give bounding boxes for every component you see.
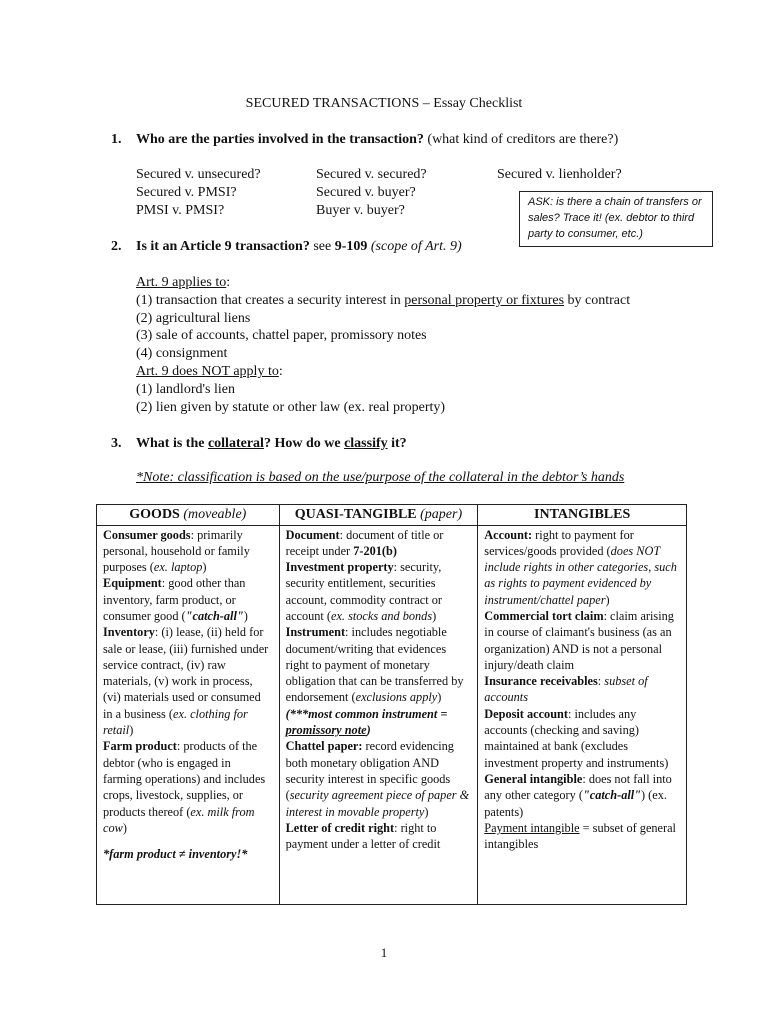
punct: ): [605, 592, 610, 607]
not-applies-heading: Art. 9 does NOT apply to:: [136, 363, 283, 379]
question-2-bold: Is it an Article 9 transaction?: [136, 239, 310, 254]
party-pair: Secured v. lienholder?: [497, 167, 622, 182]
applies-item-text: (1) transaction that creates a security interest in: [136, 292, 405, 308]
definition: : document of title or receipt under: [285, 527, 444, 558]
header-quasi-tangible: [279, 505, 478, 526]
example: ex. laptop: [153, 560, 203, 575]
term: Chattel paper:: [285, 739, 363, 754]
term: Commercial tort claim: [484, 608, 604, 623]
classification-note: *Note: classification is based on the use/purpose of the collateral in the debtor’s hands: [136, 470, 625, 485]
header-intangibles-text: INTANGIBLES: [534, 507, 631, 522]
question-3: [136, 435, 407, 453]
question-1-rest: (what kind of creditors are there?): [423, 132, 619, 147]
article-9-scope: [136, 274, 696, 416]
question-2: [136, 238, 462, 256]
table-row: [97, 525, 687, 904]
header-quasi-text: QUASI-TANGIBLE: [294, 507, 417, 522]
example: ex. stocks and bonds: [331, 608, 433, 623]
example: "catch-all": [582, 788, 642, 803]
term: Insurance receivables: [484, 674, 598, 689]
party-pair: Secured v. unsecured?: [136, 167, 261, 182]
example: subset of accounts: [484, 674, 648, 705]
punct: ) (ex. patents): [484, 788, 667, 819]
definition: : (i) lease, (ii) held for sale or lease, (iii) furnished under service contract, (iv) raw materials, (v) work in process, (vi) materials used or consumed in a business (: [103, 625, 269, 721]
punct: ): [432, 608, 437, 623]
q3-part: ? How do we: [263, 436, 345, 451]
promissory-note: promissory note: [285, 723, 367, 738]
term: Investment property: [285, 560, 394, 575]
term: Inventory: [103, 625, 155, 640]
punct: ): [366, 723, 371, 738]
goods-cell: [97, 525, 280, 904]
page-number: 1: [380, 945, 388, 960]
party-pair: Secured v. secured?: [316, 167, 427, 182]
definition: : good other than inventory, farm product, or consumer good (: [103, 576, 246, 623]
reference: 7-201(b): [353, 543, 397, 558]
term: General intangible: [484, 771, 583, 786]
applies-heading-text: Art. 9 applies to: [136, 275, 227, 290]
definition: : does not fall into any other category (: [484, 771, 672, 803]
applies-item: (3) sale of accounts, chattel paper, promissory notes: [136, 328, 427, 344]
applies-heading: Art. 9 applies to:: [136, 275, 231, 290]
page-title: SECURED TRANSACTIONS – Essay Checklist: [245, 96, 523, 111]
term: Letter of credit right: [285, 820, 395, 835]
header-goods-sub: (moveable): [183, 507, 247, 522]
definition: : right to payment under a letter of credit: [285, 820, 441, 852]
definition: : security, security entitlement, securities account, commodity contract or account (: [285, 560, 442, 623]
punct: ): [437, 690, 442, 705]
header-quasi-sub: (paper): [420, 507, 463, 522]
term: Equipment: [103, 576, 162, 591]
party-pair: Buyer v. buyer?: [316, 203, 405, 218]
q3-classify: classify: [344, 436, 388, 451]
not-applies-item: (1) landlord's lien: [136, 381, 235, 397]
question-2-scope: (scope of Art. 9): [367, 239, 462, 254]
applies-item: (4) consignment: [136, 346, 228, 362]
punct: ): [202, 560, 207, 575]
term: Deposit account: [484, 706, 568, 721]
applies-item: (2) agricultural liens: [136, 310, 251, 326]
example: exclusions apply: [355, 690, 438, 705]
question-2-see: see: [309, 239, 335, 254]
table-header-row: [97, 505, 687, 526]
q3-part: What is the: [136, 436, 208, 451]
example: ex. milk from cow: [103, 804, 255, 835]
example: "catch-all": [185, 608, 244, 623]
punct: ): [122, 820, 127, 835]
definition: : products of the debtor (who is engaged in farming operations) and includes crops, livestock, supplies, or products thereof (: [103, 739, 266, 819]
question-1-bold: Who are the parties involved in the transaction?: [136, 132, 424, 147]
applies-item: [136, 292, 696, 310]
example: does NOT include rights in other categories, such as rights to payment evidenced by instrument/chattel paper: [484, 543, 677, 607]
term: Farm product: [103, 739, 177, 754]
definition: :: [597, 674, 605, 689]
header-goods-text: GOODS: [129, 507, 180, 522]
applies-item-post: by contract: [564, 292, 631, 308]
farm-product-note: *farm product ≠ inventory!*: [103, 847, 248, 862]
term: Account:: [484, 527, 533, 542]
punct: ): [243, 608, 248, 623]
question-3-number: 3.: [111, 436, 122, 451]
example: security agreement piece of paper & interest in movable property: [285, 788, 470, 819]
question-2-ref: 9-109: [334, 239, 368, 254]
collateral-table: [96, 504, 687, 905]
question-1: [136, 131, 618, 149]
definition: right to payment for services/goods provided (: [484, 527, 634, 558]
header-intangibles: [478, 505, 687, 526]
question-2-number: 2.: [111, 239, 122, 254]
emphasis: (***most common instrument =: [285, 706, 448, 721]
q3-collateral: collateral: [207, 436, 264, 451]
definition: : primarily personal, household or family purposes (: [103, 527, 250, 575]
definition: record evidencing both monetary obligation AND security interest in specific goods (: [285, 739, 454, 803]
header-goods: [97, 505, 280, 526]
not-applies-item: (2) lien given by statute or other law (ex. real property): [136, 399, 446, 415]
quasi-tangible-cell: [279, 525, 478, 904]
punct: ): [424, 804, 429, 819]
term: Consumer goods: [103, 527, 191, 542]
term: Document: [285, 527, 340, 542]
applies-item-underline: personal property or fixtures: [404, 292, 565, 308]
question-1-number: 1.: [111, 132, 122, 147]
punct: ): [129, 723, 134, 738]
not-applies-heading-text: Art. 9 does NOT apply to: [136, 363, 279, 379]
definition: : includes negotiable document/writing that evidences right to payment of monetary obligation that can be transferred by endorsement (: [285, 625, 464, 705]
q3-part: it?: [387, 436, 407, 451]
party-pair: Secured v. buyer?: [316, 185, 416, 200]
term: Instrument: [285, 625, 346, 640]
intangibles-cell: [478, 525, 687, 904]
payment-intangible: Payment intangible: [484, 820, 580, 835]
definition: : includes any accounts (checking and saving) maintained at bank (excludes investment property and instruments): [484, 706, 669, 770]
definition: = subset of general intangibles: [484, 820, 676, 852]
ask-note-box: ASK: is there a chain of transfers or sales? Trace it! (ex. debtor to third party to consumer, etc.): [519, 191, 713, 247]
party-pair: PMSI v. PMSI?: [136, 203, 225, 218]
example: ex. clothing for retail: [103, 706, 248, 738]
definition: : claim arising in course of claimant's business (as an organization) AND is not a personal injury/death claim: [484, 608, 674, 672]
party-pair: Secured v. PMSI?: [136, 185, 237, 200]
